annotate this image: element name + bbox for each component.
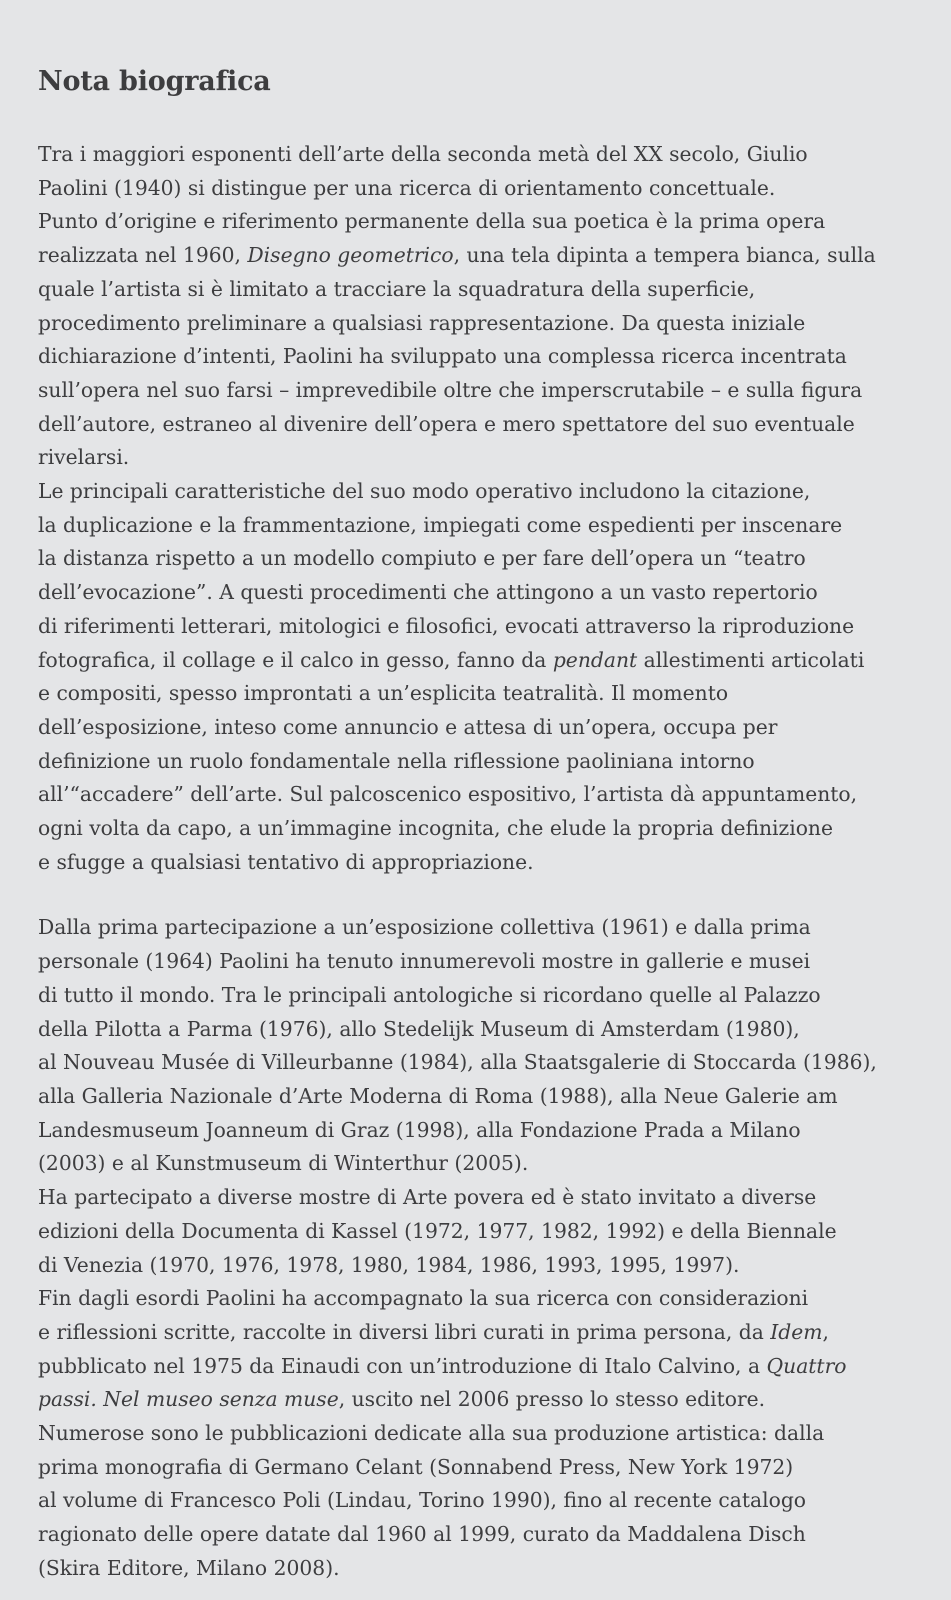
paragraph bbox=[38, 1181, 921, 1282]
text-line bbox=[38, 374, 921, 408]
text-line bbox=[38, 1316, 921, 1350]
text-run: (2003) e al Kunstmuseum di Winterthur (2005). bbox=[38, 1151, 529, 1176]
italic-run: pendant bbox=[552, 647, 638, 672]
text-run: al volume di Francesco Poli (Lindau, Torino 1990), fino al recente catalogo bbox=[38, 1488, 807, 1513]
text-line bbox=[38, 1451, 921, 1485]
text-line bbox=[38, 1013, 921, 1047]
text-line bbox=[38, 1114, 921, 1148]
text-run: al Nouveau Musée di Villeurbanne (1984), alla Staatsgalerie di Stoccarda (1986), bbox=[38, 1050, 877, 1075]
text-line bbox=[38, 172, 921, 206]
text-run: edizioni della Documenta di Kassel (1972, 1977, 1982, 1992) e della Biennale bbox=[38, 1218, 837, 1243]
text-run: all’“accadere” dell’arte. Sul palcoscenico espositivo, l’artista dà appuntamento, bbox=[38, 782, 858, 807]
text-run: alla Galleria Nazionale d’Arte Moderna di Roma (1988), alla Neue Galerie am bbox=[38, 1083, 838, 1108]
text-line bbox=[38, 1552, 921, 1586]
italic-run: passi. Nel museo senza muse bbox=[38, 1387, 339, 1412]
text-run: quale l’artista si è limitato a tracciare la squadratura della superficie, bbox=[38, 276, 756, 301]
text-line bbox=[38, 911, 921, 945]
text-run: dell’esposizione, inteso come annuncio e attesa di un’opera, occupa per bbox=[38, 714, 778, 739]
text-run: e compositi, spesso improntati a un’esplicita teatralità. Il momento bbox=[38, 681, 729, 706]
paragraph bbox=[38, 1417, 921, 1586]
text-line bbox=[38, 576, 921, 610]
text-line bbox=[38, 1249, 921, 1283]
text-run: , uscito nel 2006 presso lo stesso editore. bbox=[338, 1387, 766, 1412]
text-section bbox=[38, 911, 921, 1585]
text-run: di tutto il mondo. Tra le principali antologiche si ricordano quelle al Palazzo bbox=[38, 982, 821, 1007]
text-line bbox=[38, 307, 921, 341]
text-run: sull’opera nel suo farsi – imprevedibile oltre che imperscrutabile – e sulla figura bbox=[38, 377, 863, 402]
text-run: allestimenti articolati bbox=[637, 647, 865, 672]
text-line bbox=[38, 610, 921, 644]
text-run: di Venezia (1970, 1976, 1978, 1980, 1984, 1986, 1993, 1995, 1997). bbox=[38, 1252, 740, 1277]
text-run: dell’evocazione”. A questi procedimenti che attingono a un vasto repertorio bbox=[38, 580, 818, 605]
text-run: Ha partecipato a diverse mostre di Arte povera ed è stato invitato a diverse bbox=[38, 1185, 817, 1210]
text-line bbox=[38, 1518, 921, 1552]
text-line bbox=[38, 1484, 921, 1518]
text-line bbox=[38, 1181, 921, 1215]
text-run: dell’autore, estraneo al divenire dell’opera e mero spettatore del suo eventuale bbox=[38, 411, 855, 436]
text-run: Tra i maggiori esponenti dell’arte della seconda metà del XX secolo, Giulio bbox=[38, 142, 808, 166]
text-line bbox=[38, 644, 921, 678]
text-run: ogni volta da capo, a un’immagine incognita, che elude la propria definizione bbox=[38, 816, 833, 841]
text-run: , bbox=[822, 1319, 829, 1344]
text-line bbox=[38, 778, 921, 812]
text-run: ragionato delle opere datate dal 1960 al 1999, curato da Maddalena Disch bbox=[38, 1522, 806, 1547]
text-line bbox=[38, 812, 921, 846]
text-run: dichiarazione d’intenti, Paolini ha sviluppato una complessa ricerca incentrata bbox=[38, 344, 847, 369]
text-run: (Skira Editore, Milano 2008). bbox=[38, 1555, 340, 1580]
text-line bbox=[38, 340, 921, 374]
page-title: Nota biografica bbox=[38, 66, 271, 97]
text-line bbox=[38, 475, 921, 509]
text-run: di riferimenti letterari, mitologici e filosofici, evocati attraverso la riproduzione bbox=[38, 613, 855, 638]
text-run: realizzata nel 1960, bbox=[38, 243, 248, 268]
body-text bbox=[38, 138, 921, 1586]
text-run: della Pilotta a Parma (1976), allo Stedelijk Museum di Amsterdam (1980), bbox=[38, 1016, 800, 1041]
text-line bbox=[38, 138, 921, 172]
paragraph bbox=[38, 475, 921, 879]
text-line bbox=[38, 408, 921, 442]
text-line bbox=[38, 1350, 921, 1384]
text-run: rivelarsi. bbox=[38, 445, 130, 470]
text-line bbox=[38, 273, 921, 307]
text-run: fotografica, il collage e il calco in gesso, fanno da bbox=[38, 647, 553, 672]
text-line bbox=[38, 979, 921, 1013]
text-line bbox=[38, 1046, 921, 1080]
text-line bbox=[38, 677, 921, 711]
text-line bbox=[38, 1282, 921, 1316]
text-line bbox=[38, 945, 921, 979]
text-run: la duplicazione e la frammentazione, impiegati come espedienti per inscenare bbox=[38, 512, 843, 537]
text-run: definizione un ruolo fondamentale nella riflessione paoliniana intorno bbox=[38, 748, 755, 773]
text-line bbox=[38, 745, 921, 779]
text-run: procedimento preliminare a qualsiasi rappresentazione. Da questa iniziale bbox=[38, 310, 806, 335]
text-run: , una tela dipinta a tempera bianca, sulla bbox=[453, 243, 876, 268]
text-line bbox=[38, 441, 921, 475]
text-run: Punto d’origine e riferimento permanente della sua poetica è la prima opera bbox=[38, 209, 826, 234]
text-run: personale (1964) Paolini ha tenuto innumerevoli mostre in gallerie e musei bbox=[38, 949, 811, 974]
text-run: prima monografia di Germano Celant (Sonnabend Press, New York 1972) bbox=[38, 1454, 794, 1479]
paragraph bbox=[38, 1282, 921, 1417]
text-run: Paolini (1940) si distingue per una ricerca di orientamento concettuale. bbox=[38, 175, 776, 200]
text-line bbox=[38, 846, 921, 880]
text-line bbox=[38, 1383, 921, 1417]
text-run: la distanza rispetto a un modello compiuto e per fare dell’opera un “teatro bbox=[38, 546, 806, 571]
text-line bbox=[38, 1215, 921, 1249]
text-run: Landesmuseum Joanneum di Graz (1998), alla Fondazione Prada a Milano bbox=[38, 1117, 801, 1142]
text-line bbox=[38, 1417, 921, 1451]
text-run: pubblicato nel 1975 da Einaudi con un’introduzione di Italo Calvino, a bbox=[38, 1353, 767, 1378]
italic-run: Quattro bbox=[766, 1353, 847, 1378]
text-run: Dalla prima partecipazione a un’esposizione collettiva (1961) e dalla prima bbox=[38, 915, 811, 940]
text-line bbox=[38, 1147, 921, 1181]
paragraph bbox=[38, 138, 921, 475]
text-run: Le principali caratteristiche del suo modo operativo includono la citazione, bbox=[38, 479, 811, 504]
paragraph bbox=[38, 911, 921, 1181]
text-line bbox=[38, 542, 921, 576]
text-line bbox=[38, 1080, 921, 1114]
italic-run: Idem bbox=[770, 1319, 823, 1344]
italic-run: Disegno geometrico bbox=[247, 243, 454, 268]
text-section bbox=[38, 138, 921, 879]
text-line bbox=[38, 711, 921, 745]
text-line bbox=[38, 239, 921, 273]
text-line bbox=[38, 509, 921, 543]
text-run: Numerose sono le pubblicazioni dedicate alla sua produzione artistica: dalla bbox=[38, 1421, 825, 1446]
text-run: e riflessioni scritte, raccolte in diversi libri curati in prima persona, da bbox=[38, 1319, 771, 1344]
text-run: Fin dagli esordi Paolini ha accompagnato la sua ricerca con considerazioni bbox=[38, 1286, 809, 1311]
text-run: e sfugge a qualsiasi tentativo di appropriazione. bbox=[38, 849, 534, 874]
text-line bbox=[38, 205, 921, 239]
